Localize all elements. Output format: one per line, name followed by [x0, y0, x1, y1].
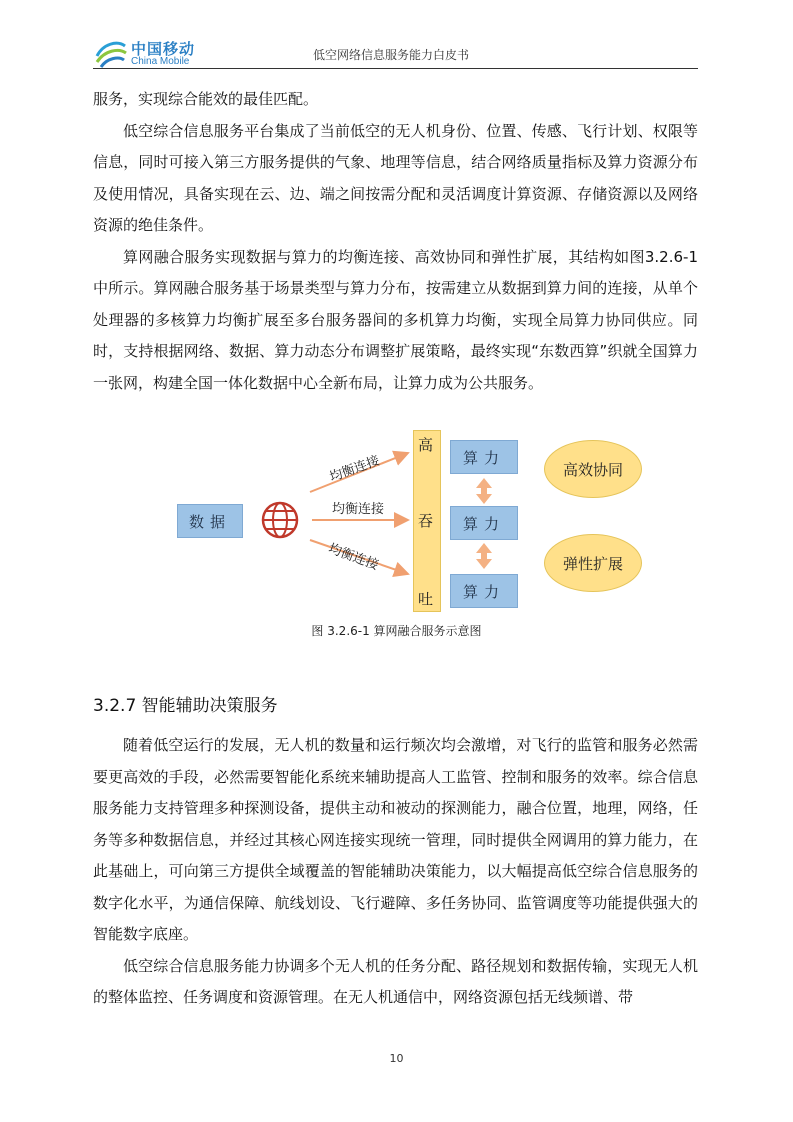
page-number: 10: [389, 1052, 404, 1065]
figure-diagram: [170, 428, 650, 616]
page-header: [93, 32, 698, 72]
arrow-label-2: 均衡连接: [332, 502, 385, 517]
body-text-top: [93, 84, 698, 399]
globe-icon: [260, 500, 300, 540]
paragraph: 算网融合服务实现数据与算力的均衡连接、高效协同和弹性扩展，其结构如图3.2.6-1中所示。算网融合服务基于场景类型与算力分布，按需建立从数据到算力间的连接，从单个处理器的多核算力均衡扩展至多台服务器间的多机算力均衡，实现全局算力协同供应。同时，支持根据网络、数据、算力动态分布调整扩展策略，最终实现“东数西算”织就全国算力一张网，构建全国一体化数据中心全新布局，让算力成为公共服务。: [93, 247, 698, 392]
double-arrow-2: [476, 543, 492, 569]
paragraph: 低空综合信息服务能力协调多个无人机的任务分配、路径规划和数据传输，实现无人机的整体监控、任务调度和资源管理。在无人机通信中，网络资源包括无线频谱、带: [93, 956, 698, 1006]
arrow-label-3: 均衡连接: [326, 541, 381, 574]
paragraph: 低空综合信息服务平台集成了当前低空的无人机身份、位置、传感、飞行计划、权限等信息，同时可接入第三方服务提供的气象、地理等信息，结合网络质量指标及算力资源分布及使用情况，具备实现在云、边、端之间按需分配和灵活调度计算资源、存储资源以及网络资源的绝佳条件。: [93, 121, 698, 234]
throughput-char-3: 吐: [418, 590, 434, 608]
compute-box-1: 算力: [450, 440, 518, 474]
china-mobile-logo-icon: [93, 36, 129, 70]
header-divider: [93, 68, 698, 69]
ellipse-elastic-expansion: 弹性扩展: [544, 534, 642, 592]
compute-box-3: 算力: [450, 574, 518, 608]
logo-english-text: China Mobile: [131, 56, 190, 67]
double-arrow-1: [476, 478, 492, 504]
body-text-bottom: [93, 730, 698, 1014]
throughput-char-1: 高: [418, 436, 434, 454]
paragraph: 随着低空运行的发展，无人机的数量和运行频次均会激增，对飞行的监管和服务必然需要更高效的手段，必然需要智能化系统来辅助提高人工监管、控制和服务的效率。综合信息服务能力支持管理多种探测设备，提供主动和被动的探测能力，融合位置，地理，网络，任务等多种数据信息，并经过其核心网连接实现统一管理，同时提供全网调用的算力能力，在此基础上，可向第三方提供全域覆盖的智能辅助决策能力，以大幅提高低空综合信息服务的数字化水平，为通信保障、航线划设、飞行避障、多任务协同、监管调度等功能提供强大的智能数字底座。: [93, 736, 698, 943]
china-mobile-logo: [93, 36, 203, 70]
paragraph: 服务，实现综合能效的最佳匹配。: [93, 90, 319, 108]
data-box: 数据: [177, 504, 243, 538]
figure-caption: 图 3.2.6-1 算网融合服务示意图: [311, 624, 482, 638]
ellipse-efficient-collaboration: 高效协同: [544, 440, 642, 498]
arrow-label-1: 均衡连接: [327, 453, 382, 486]
section-heading: 3.2.7 智能辅助决策服务: [93, 696, 278, 716]
throughput-char-2: 吞: [418, 512, 434, 530]
logo-chinese-text: 中国移动: [131, 40, 196, 58]
compute-box-2: 算力: [450, 506, 518, 540]
document-title: 低空网络信息服务能力白皮书: [313, 48, 470, 62]
